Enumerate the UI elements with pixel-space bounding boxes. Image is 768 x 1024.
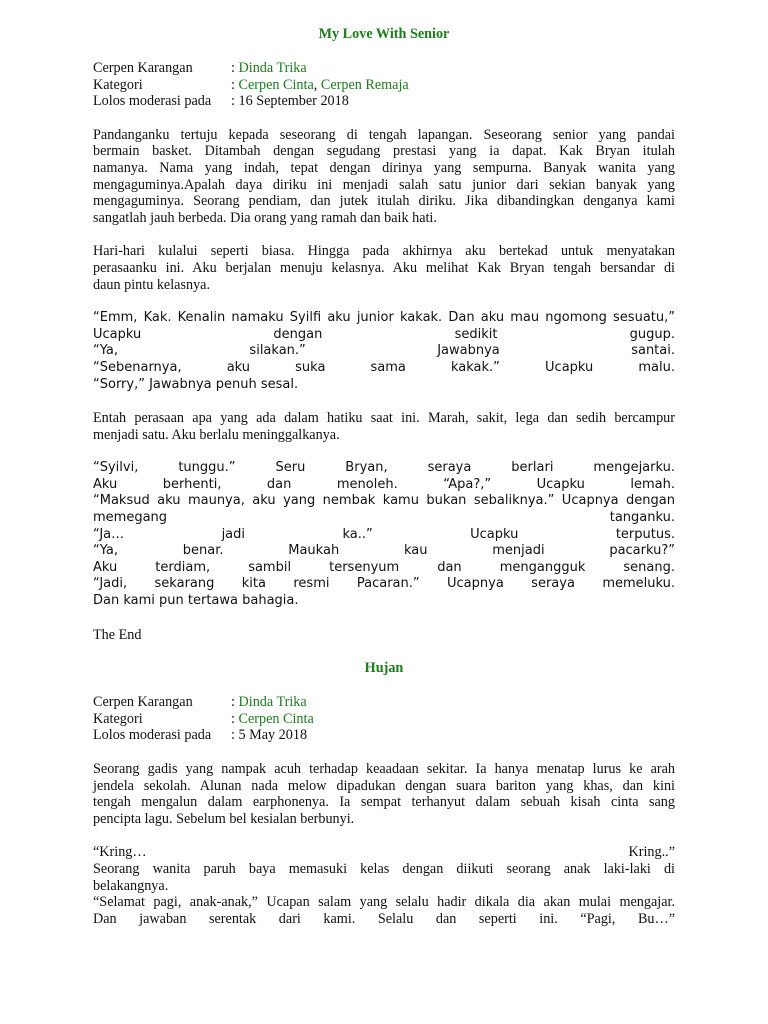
text-line: Ucapku dengan sedikit gugup. (93, 326, 675, 342)
story-meta (93, 60, 675, 110)
kring-line (93, 844, 675, 861)
text-line: tengah mengalun dalam earphonenya. Ia sempat terhanyut dalam sebuah kisah cinta sang (93, 794, 675, 811)
category-link-cinta[interactable]: Cerpen Cinta (238, 710, 314, 727)
text-line: memegang tanganku. (93, 510, 675, 526)
category-link-cinta[interactable]: Cerpen Cinta (238, 76, 314, 93)
meta-date-value: : 5 May 2018 (231, 727, 308, 744)
text-line: Pandanganku tertuju kepada seseorang di tengah lapangan. Seseorang senior yang pandai (93, 126, 675, 143)
story-title: Hujan (364, 660, 404, 677)
meta-category-label: Kategori (93, 76, 143, 93)
meta-date-label: Lolos moderasi pada (93, 727, 212, 744)
category-link-remaja[interactable]: Cerpen Remaja (320, 76, 409, 93)
meta-category-label: Kategori (93, 710, 143, 727)
text-line: Aku berhenti, dan menoleh. “Apa?,” Ucapku lemah. (93, 476, 675, 492)
text-line: “Sebenarnya, aku suka sama kakak.” Ucapku malu. (93, 359, 675, 375)
text-line: Dan jawaban serentak dari kami. Selalu dan seperti ini. “Pagi, Bu…” (93, 910, 675, 927)
meta-date-label: Lolos moderasi pada (93, 93, 212, 110)
paragraph-1 (93, 127, 675, 227)
meta-sep: : (231, 60, 239, 76)
text-line: perasaanku ini. Aku berjalan menuju kelasnya. Aku melihat Kak Bryan tengah bersandar di (93, 259, 675, 276)
text-line: bermain basket. Ditambah dengan segudang prestasi yang ia dapat. Kak Bryan itulah (93, 143, 675, 160)
author-link[interactable]: Dinda Trika (238, 694, 307, 711)
category-comma: , (313, 76, 321, 93)
paragraph-4 (93, 410, 675, 443)
paragraph-5-dialog (93, 460, 675, 609)
meta-author-row (93, 694, 675, 711)
meta-author-label: Cerpen Karangan (93, 60, 193, 76)
text-line: “Sorry,” Jawabnya penuh sesal. (93, 376, 299, 392)
meta-category-value (231, 711, 314, 728)
text-line: Aku terdiam, sambil tersenyum dan mengangguk senang. (93, 559, 675, 575)
meta-category-row (93, 711, 675, 728)
text-line: mengaguminya.Apalah daya diriku ini menjadi salah satu junior dari sekian banyak yang (93, 176, 675, 193)
meta-date-value: : 16 September 2018 (231, 93, 349, 110)
text-line: Seorang gadis yang nampak acuh terhadap keaadaan sekitar. Ia hanya menatap lurus ke arah (93, 761, 675, 777)
text-line: “Emm, Kak. Kenalin namaku Syilfi aku junior kakak. Dan aku mau ngomong sesuatu,” (93, 310, 675, 326)
text-line: Seorang wanita paruh baya memasuki kelas dengan diikuti seorang anak laki-laki di (93, 860, 675, 877)
text-line: “Ya, silakan.” Jawabnya santai. (93, 343, 675, 359)
text-line: “Jadi, sekarang kita resmi Pacaran.” Ucapnya seraya memeluku. (93, 576, 675, 592)
text-line: “Selamat pagi, anak-anak,” Ucapan salam yang selalu hadir dikala dia akan mulai mengajar. (93, 894, 675, 911)
the-end: The End (93, 626, 142, 643)
meta-date-row (93, 93, 675, 110)
meta-author-label: Cerpen Karangan (93, 694, 193, 711)
text-line: Hari-hari kulalui seperti biasa. Hingga pada akhirnya aku bertekad untuk menyatakan (93, 243, 675, 260)
paragraph-1 (93, 761, 675, 827)
meta-sep: : (231, 76, 239, 93)
paragraph-3-dialog (93, 310, 675, 393)
text-line: “Maksud aku maunya, aku yang nembak kamu bukan sebaliknya.” Ucapnya dengan (93, 493, 675, 509)
meta-sep: : (231, 694, 239, 711)
meta-author-value (231, 694, 307, 711)
meta-author-row (93, 60, 675, 77)
kring-left: “Kring… (93, 844, 147, 861)
meta-category-row (93, 77, 675, 94)
text-line: mengaguminya. Seorang pendiam, dan jutek itulah diriku. Jika dibandingkan denganya kami (93, 193, 675, 210)
text-line: sangatlah jauh berbeda. Dia orang yang ramah dan baik hati. (93, 209, 437, 226)
text-line: “Syilvi, tunggu.” Seru Bryan, seraya berlari mengejarku. (93, 460, 675, 476)
story-meta (93, 694, 675, 744)
text-line: jendela sekolah. Alunan nada melow dipadukan dengan suara bariton yang khas, dan kini (93, 777, 675, 794)
meta-author-value (231, 60, 307, 77)
story-title: My Love With Senior (318, 26, 450, 42)
text-line: menjadi satu. Aku berlalu meninggalkanya. (93, 426, 340, 443)
document-content (93, 0, 675, 927)
text-line: pencipta lagu. Sebelum bel kesialan berbunyi. (93, 810, 355, 827)
text-line: “Ja… jadi ka..” Ucapku terputus. (93, 526, 675, 542)
text-line: belakangnya. (93, 877, 169, 894)
paragraph-2 (93, 844, 675, 927)
meta-date-row (93, 727, 675, 744)
text-line: Dan kami pun tertawa bahagia. (93, 593, 299, 609)
author-link[interactable]: Dinda Trika (238, 60, 307, 76)
text-line: Entah perasaan apa yang ada dalam hatiku saat ini. Marah, sakit, lega dan sedih bercampur (93, 410, 675, 427)
meta-sep: : (231, 710, 239, 727)
paragraph-2 (93, 243, 675, 293)
meta-category-value (231, 77, 409, 94)
text-line: “Ya, benar. Maukah kau menjadi pacarku?” (93, 543, 675, 559)
text-line: namanya. Nama yang indah, tepat dengan dirinya yang sempurna. Banyak wanita yang (93, 159, 675, 176)
text-line: daun pintu kelasnya. (93, 276, 211, 293)
kring-right: Kring..” (628, 844, 675, 861)
